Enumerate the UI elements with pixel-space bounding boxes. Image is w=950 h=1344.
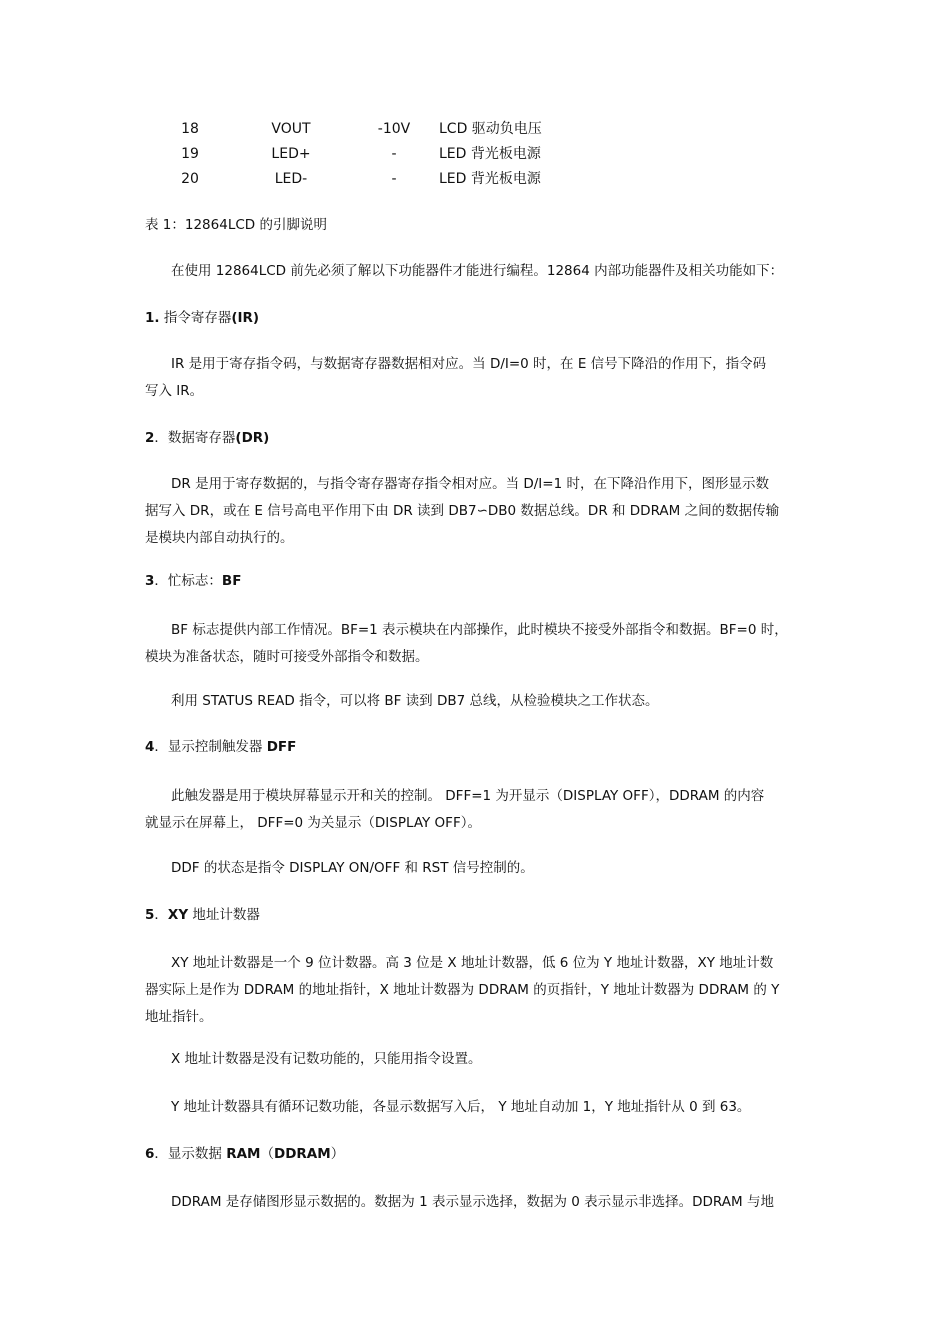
pin-symbol: VOUT: [271, 121, 311, 137]
section-title-bold: (DR): [235, 430, 270, 446]
paragraph-line: XY 地址计数器是一个 9 位计数器。高 3 位是 X 地址计数器，低 6 位为 Y 地址计数器，XY 地址计数: [171, 955, 774, 971]
pin-level: -10V: [377, 121, 411, 137]
section-number: 4: [145, 739, 155, 755]
section-number: 6: [145, 1146, 155, 1162]
paragraph-line: BF 标志提供内部工作情况。BF=1 表示模块在内部操作，此时模块不接受外部指令和数据。BF=0 时，: [171, 622, 788, 638]
pin-number: 19: [181, 146, 199, 162]
section-title-bold: XY: [167, 907, 189, 923]
paragraph-line: 器实际上是作为 DDRAM 的地址指针，X 地址计数器为 DDRAM 的页指针，Y 地址计数器为 DDRAM 的 Y: [145, 982, 780, 998]
pin-function: LED 背光板电源: [439, 146, 541, 162]
pin-level: -: [391, 171, 397, 187]
section-heading-xy: [145, 902, 809, 929]
table-row: [0, 142, 950, 167]
paragraph: Y 地址计数器具有循环记数功能，各显示数据写入后， Y 地址自动加 1，Y 地址指针从 0 到 63。: [171, 1099, 751, 1115]
paren-open: （: [260, 1146, 274, 1162]
section-heading-dr: [145, 425, 809, 452]
pin-table: [0, 117, 950, 192]
paragraph: X 地址计数器是没有记数功能的，只能用指令设置。: [171, 1051, 482, 1067]
section-heading-dff: [145, 734, 809, 761]
section-title: ．显示控制触发器: [154, 739, 267, 755]
paren-close: ）: [330, 1146, 345, 1162]
paragraph-line: 据写入 DR，或在 E 信号高电平作用下由 DR 读到 DB7∽DB0 数据总线。DR 和 DDRAM 之间的数据传输: [145, 503, 780, 519]
paragraph-line: 是模块内部自动执行的。: [145, 530, 294, 546]
paragraph-line: DR 是用于寄存数据的，与指令寄存器寄存指令相对应。当 D/I=1 时，在下降沿作用下，图形显示数: [171, 476, 769, 492]
section-title-bold: RAM: [226, 1146, 261, 1162]
section-title-prefix: ．: [154, 907, 168, 923]
pin-function: LED 背光板电源: [439, 171, 541, 187]
section-title: ．数据寄存器: [154, 430, 236, 446]
paragraph-line: IR 是用于寄存指令码，与数据寄存器数据相对应。当 D/I=0 时，在 E 信号下降沿的作用下，指令码: [171, 356, 767, 372]
paragraph-line: 模块为准备状态，随时可接受外部指令和数据。: [145, 649, 429, 665]
table-row: [0, 117, 950, 142]
section-number: 5: [145, 907, 155, 923]
section-title-bold: BF: [221, 573, 242, 589]
pin-number: 20: [181, 171, 199, 187]
paragraph-line: DDRAM 是存储图形显示数据的。数据为 1 表示显示选择，数据为 0 表示显示非选择。DDRAM 与地: [171, 1194, 774, 1210]
section-title-bold: (IR): [231, 310, 260, 326]
paragraph-line: 就显示在屏幕上， DFF=0 为关显示（DISPLAY OFF）。: [145, 815, 481, 831]
section-number: 2: [145, 430, 155, 446]
section-title: 地址计数器: [188, 907, 260, 923]
section-title-bold-2: DDRAM: [273, 1146, 331, 1162]
paragraph-line: 此触发器是用于模块屏幕显示开和关的控制。 DFF=1 为开显示（DISPLAY OFF），DDRAM 的内容: [171, 788, 765, 804]
pin-function: LCD 驱动负电压: [439, 121, 542, 137]
section-title: ．忙标志：: [154, 573, 222, 589]
paragraph-line: 写入 IR。: [145, 383, 204, 399]
section-title-bold: DFF: [266, 739, 297, 755]
section-number: 3: [145, 573, 155, 589]
table-caption: 表 1：12864LCD 的引脚说明: [145, 217, 327, 233]
section-number: 1.: [145, 310, 160, 326]
paragraph: 利用 STATUS READ 指令，可以将 BF 读到 DB7 总线，从检验模块之工作状态。: [171, 693, 659, 709]
pin-number: 18: [181, 121, 199, 137]
pin-level: -: [391, 146, 397, 162]
section-heading-ddram: [145, 1141, 809, 1168]
paragraph: DDF 的状态是指令 DISPLAY ON/OFF 和 RST 信号控制的。: [171, 860, 534, 876]
paragraph-line: 地址指针。: [145, 1009, 213, 1025]
section-title: ．显示数据: [154, 1146, 227, 1162]
table-row: [0, 167, 950, 192]
pin-symbol: LED+: [271, 146, 311, 162]
section-title: 指令寄存器: [163, 310, 232, 326]
pin-symbol: LED-: [274, 171, 308, 187]
section-heading-bf: [145, 568, 809, 595]
intro-paragraph: 在使用 12864LCD 前先必须了解以下功能器件才能进行编程。12864 内部功能器件及相关功能如下：: [171, 263, 784, 279]
section-heading-ir: [145, 305, 809, 332]
